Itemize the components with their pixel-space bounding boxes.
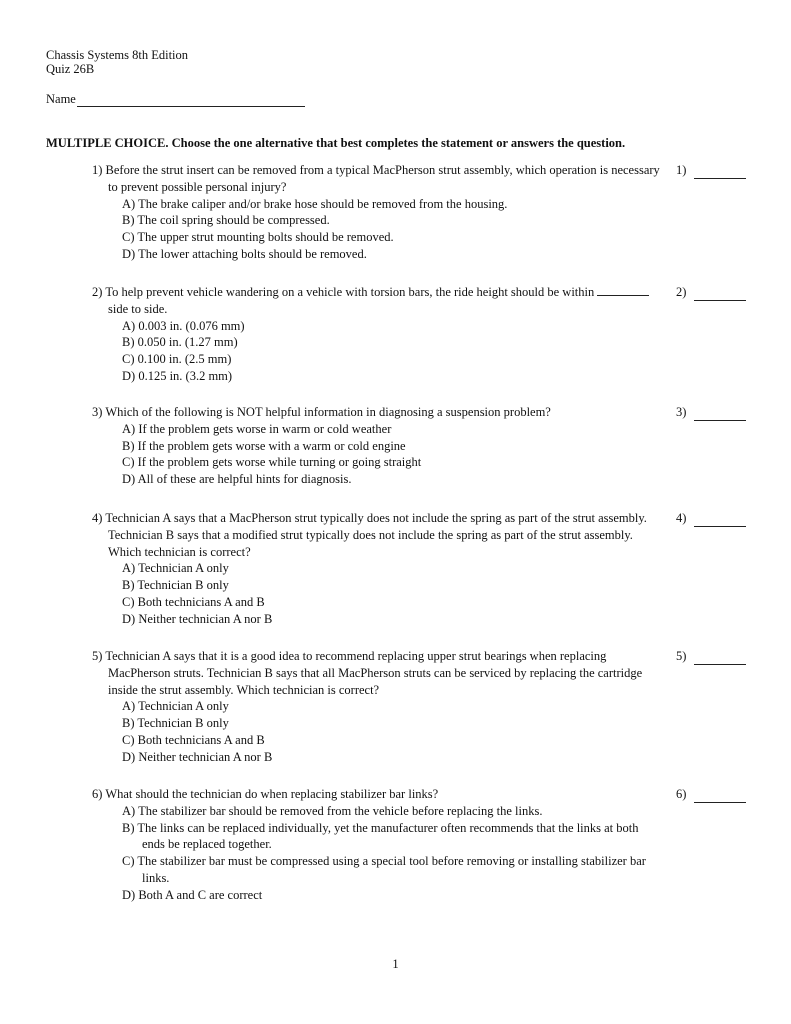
answer-slot <box>676 162 746 179</box>
answer-number: 3) <box>676 405 687 419</box>
choice-c: C) Both technicians A and B <box>122 594 265 609</box>
answer-blank[interactable] <box>694 790 746 803</box>
choice-a: A) Technician A only <box>122 699 229 714</box>
answer-number: 1) <box>676 163 687 177</box>
choice-list <box>122 698 652 765</box>
section-instructions: MULTIPLE CHOICE. Choose the one alternative that best completes the statement or answers the question. <box>46 136 626 150</box>
choice-c: C) 0.100 in. (2.5 mm) <box>122 352 232 367</box>
answer-blank[interactable] <box>694 652 746 665</box>
choice-b: B) If the problem gets worse with a warm or cold engine <box>122 438 406 453</box>
document-header <box>46 48 188 76</box>
answer-blank[interactable] <box>694 408 746 421</box>
choice-a: A) 0.003 in. (0.076 mm) <box>122 318 245 333</box>
choice-c: C) Both technicians A and B <box>122 732 265 747</box>
question-5 <box>92 648 752 766</box>
choice-d: D) 0.125 in. (3.2 mm) <box>122 368 233 383</box>
answer-slot <box>676 510 746 527</box>
answer-slot <box>676 404 746 421</box>
choice-list <box>122 421 652 488</box>
choice-d: D) Neither technician A nor B <box>122 611 273 626</box>
question-stem: 5) Technician A says that it is a good idea to recommend replacing upper strut bearings when replacing MacPherson struts. Technician B says that all MacPherson struts can be serviced by replacing the cartridge inside the strut assembly. Which technician is correct? <box>92 649 643 697</box>
answer-blank[interactable] <box>694 514 746 527</box>
choice-d: D) All of these are helpful hints for diagnosis. <box>122 472 352 487</box>
choice-list <box>122 318 652 385</box>
choice-b: B) The coil spring should be compressed. <box>122 213 330 228</box>
choice-c: C) The upper strut mounting bolts should be removed. <box>122 230 394 245</box>
question-6 <box>92 786 752 904</box>
fill-in-blank <box>597 285 649 296</box>
choice-a: A) The stabilizer bar should be removed from the vehicle before replacing the links. <box>122 803 543 818</box>
choice-b: B) The links can be replaced individually, yet the manufacturer often recommends that the links at both ends be replaced together. <box>122 820 639 852</box>
name-blank-line[interactable] <box>77 94 305 107</box>
choice-c: C) If the problem gets worse while turning or going straight <box>122 455 422 470</box>
choice-d: D) Both A and C are correct <box>122 887 263 902</box>
question-2 <box>92 284 752 385</box>
name-label: Name <box>46 92 76 106</box>
question-stem: 2) To help prevent vehicle wandering on a vehicle with torsion bars, the ride height should be within side to side. <box>92 284 668 318</box>
answer-blank[interactable] <box>694 288 746 301</box>
answer-slot <box>676 284 746 301</box>
question-stem: 4) Technician A says that a MacPherson strut typically does not include the spring as part of the strut assembly. Technician B says that a modified strut typically does not include the spring as part of the strut assembly. Which technician is correct? <box>92 511 647 559</box>
choice-c: C) The stabilizer bar must be compressed using a special tool before removing or installing stabilizer bar links. <box>122 854 646 885</box>
choice-a: A) The brake caliper and/or brake hose should be removed from the housing. <box>122 196 508 211</box>
choice-list <box>122 803 652 904</box>
question-stem: 3) Which of the following is NOT helpful information in diagnosing a suspension problem? <box>92 405 551 419</box>
choice-d: D) The lower attaching bolts should be removed. <box>122 246 367 261</box>
answer-number: 4) <box>676 511 687 525</box>
answer-number: 5) <box>676 649 687 663</box>
choice-b: B) 0.050 in. (1.27 mm) <box>122 335 238 350</box>
choice-b: B) Technician B only <box>122 716 229 731</box>
question-1 <box>92 162 752 263</box>
question-4 <box>92 510 752 628</box>
question-stem: 1) Before the strut insert can be removed from a typical MacPherson strut assembly, which operation is necessary to prevent possible personal injury? <box>92 163 660 194</box>
quiz-title: Quiz 26B <box>46 62 95 76</box>
question-stem: 6) What should the technician do when replacing stabilizer bar links? <box>92 787 439 801</box>
answer-number: 2) <box>676 285 687 299</box>
page-number: 1 <box>392 957 399 971</box>
answer-slot <box>676 648 746 665</box>
answer-slot <box>676 786 746 803</box>
question-3 <box>92 404 752 488</box>
choice-list <box>122 560 652 627</box>
choice-d: D) Neither technician A nor B <box>122 749 273 764</box>
course-title: Chassis Systems 8th Edition <box>46 48 189 62</box>
choice-b: B) Technician B only <box>122 578 229 593</box>
choice-a: A) Technician A only <box>122 561 229 576</box>
choice-a: A) If the problem gets worse in warm or cold weather <box>122 421 392 436</box>
answer-blank[interactable] <box>694 166 746 179</box>
name-field-row <box>46 92 305 107</box>
answer-number: 6) <box>676 787 687 801</box>
choice-list <box>122 196 652 263</box>
